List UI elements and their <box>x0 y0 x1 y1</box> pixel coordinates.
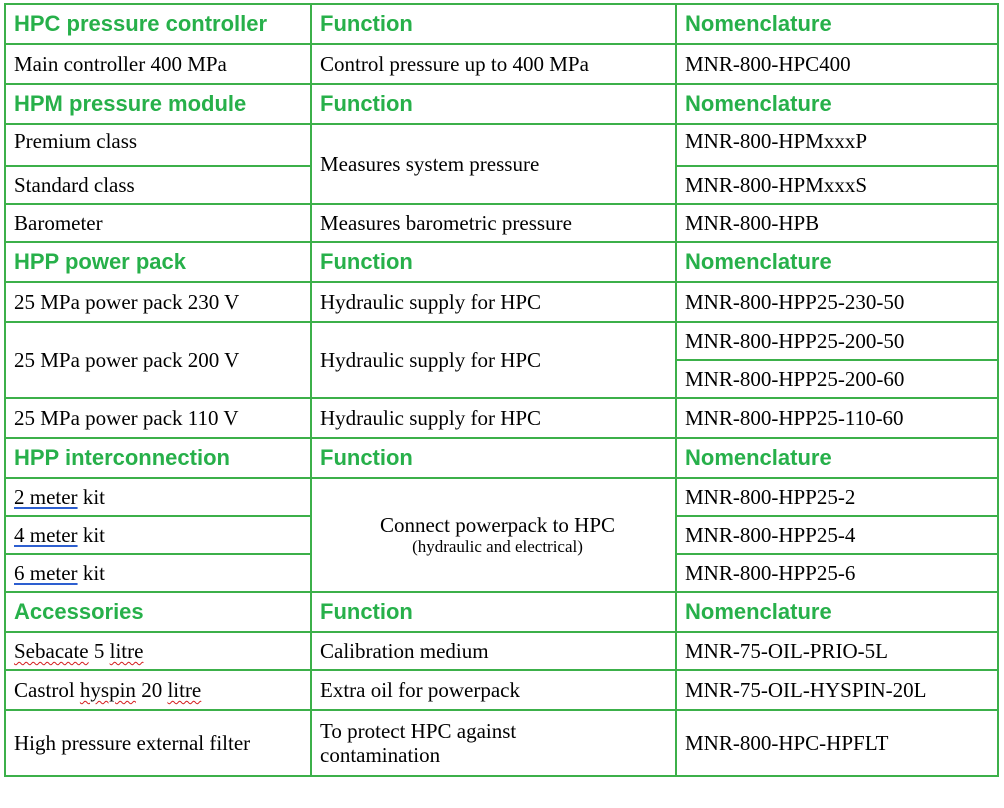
item-link[interactable]: 2 meter <box>14 485 78 509</box>
item-text: litre <box>109 639 144 663</box>
table-row <box>5 124 998 166</box>
function-cell: Hydraulic supply for HPC <box>311 322 676 398</box>
item-cell: Premium class <box>5 124 311 166</box>
section-header-hpp <box>5 242 998 282</box>
table-row <box>5 670 998 710</box>
header-function: Function <box>311 242 676 282</box>
item-cell <box>5 554 311 592</box>
header-function: Function <box>311 438 676 478</box>
item-text: litre <box>167 678 202 702</box>
nomenclature-cell: MNR-800-HPP25-230-50 <box>676 282 998 322</box>
table-row <box>5 710 998 776</box>
nomenclature-cell: MNR-800-HPP25-6 <box>676 554 998 592</box>
equipment-table <box>4 3 999 777</box>
header-function: Function <box>311 592 676 632</box>
nomenclature-cell: MNR-75-OIL-HYSPIN-20L <box>676 670 998 710</box>
item-cell <box>5 516 311 554</box>
table-row <box>5 322 998 360</box>
header-item: HPP interconnection <box>5 438 311 478</box>
item-cell: 25 MPa power pack 110 V <box>5 398 311 438</box>
item-cell: 25 MPa power pack 200 V <box>5 322 311 398</box>
header-nomenclature: Nomenclature <box>676 438 998 478</box>
header-function: Function <box>311 4 676 44</box>
table-row <box>5 282 998 322</box>
item-text: kit <box>77 485 105 509</box>
table-row <box>5 632 998 670</box>
function-cell: Calibration medium <box>311 632 676 670</box>
nomenclature-cell: MNR-800-HPP25-2 <box>676 478 998 516</box>
header-function: Function <box>311 84 676 124</box>
header-item: HPM pressure module <box>5 84 311 124</box>
function-cell: Extra oil for powerpack <box>311 670 676 710</box>
table-row <box>5 478 998 516</box>
item-link[interactable]: 6 meter <box>14 561 78 585</box>
item-cell: Main controller 400 MPa <box>5 44 311 84</box>
table-row <box>5 204 998 242</box>
function-cell: Measures system pressure <box>311 124 676 204</box>
item-cell: 25 MPa power pack 230 V <box>5 282 311 322</box>
header-item: Accessories <box>5 592 311 632</box>
item-text: 5 <box>88 639 110 663</box>
item-text: kit <box>77 561 105 585</box>
header-item: HPC pressure controller <box>5 4 311 44</box>
item-cell <box>5 478 311 516</box>
table-row <box>5 398 998 438</box>
item-cell <box>5 632 311 670</box>
nomenclature-cell: MNR-800-HPMxxxS <box>676 166 998 204</box>
function-text: contamination <box>320 743 441 767</box>
item-cell: Barometer <box>5 204 311 242</box>
nomenclature-cell: MNR-800-HPP25-200-60 <box>676 360 998 398</box>
item-text: Sebacate <box>14 639 89 663</box>
item-cell: Standard class <box>5 166 311 204</box>
function-cell: Hydraulic supply for HPC <box>311 282 676 322</box>
section-header-interconnection <box>5 438 998 478</box>
function-cell <box>311 710 676 776</box>
item-link[interactable]: 4 meter <box>14 523 78 547</box>
nomenclature-cell: MNR-800-HPMxxxP <box>676 124 998 166</box>
function-note: (hydraulic and electrical) <box>412 537 583 556</box>
header-item: HPP power pack <box>5 242 311 282</box>
function-cell: Hydraulic supply for HPC <box>311 398 676 438</box>
nomenclature-cell: MNR-800-HPP25-4 <box>676 516 998 554</box>
header-nomenclature: Nomenclature <box>676 4 998 44</box>
section-header-accessories <box>5 592 998 632</box>
nomenclature-cell: MNR-800-HPP25-110-60 <box>676 398 998 438</box>
header-nomenclature: Nomenclature <box>676 84 998 124</box>
function-cell: Measures barometric pressure <box>311 204 676 242</box>
nomenclature-cell: MNR-800-HPC400 <box>676 44 998 84</box>
function-cell <box>311 478 676 592</box>
function-cell: Control pressure up to 400 MPa <box>311 44 676 84</box>
nomenclature-cell: MNR-800-HPB <box>676 204 998 242</box>
item-text: Castrol <box>14 678 80 702</box>
item-cell: High pressure external filter <box>5 710 311 776</box>
header-nomenclature: Nomenclature <box>676 242 998 282</box>
item-cell <box>5 670 311 710</box>
nomenclature-cell: MNR-800-HPP25-200-50 <box>676 322 998 360</box>
function-text: Connect powerpack to HPC <box>379 513 616 537</box>
header-nomenclature: Nomenclature <box>676 592 998 632</box>
nomenclature-cell: MNR-800-HPC-HPFLT <box>676 710 998 776</box>
item-text: 20 <box>135 678 168 702</box>
section-header-hpc <box>5 4 998 44</box>
function-text: To protect HPC against <box>320 719 517 743</box>
nomenclature-cell: MNR-75-OIL-PRIO-5L <box>676 632 998 670</box>
section-header-hpm <box>5 84 998 124</box>
item-text: kit <box>77 523 105 547</box>
table-row <box>5 44 998 84</box>
item-text: hyspin <box>79 678 136 702</box>
